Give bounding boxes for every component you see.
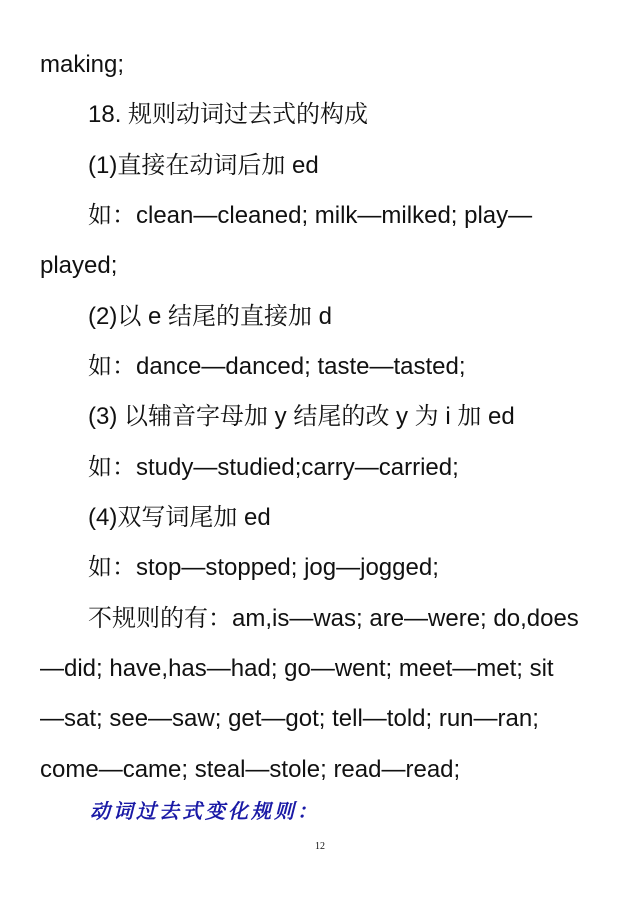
- irregular-verbs-line-2: —did; have,has—had; go—went; meet—met; sit: [40, 655, 554, 682]
- irregular-verbs-line-1: 不规则的有：am,is—was; are—were; do,does: [88, 605, 579, 632]
- rule-4-heading: (4)双写词尾加 ed: [88, 504, 271, 531]
- rule-1-example-cont: played;: [40, 252, 118, 279]
- subheading-past-tense-rules: 动词过去式变化规则：: [90, 799, 320, 823]
- rule-1-example: 如：clean—cleaned; milk—milked; play—: [88, 202, 533, 229]
- rule-4-example: 如：stop—stopped; jog—jogged;: [88, 554, 439, 581]
- section-heading-18: 18. 规则动词过去式的构成: [88, 101, 369, 128]
- rule-2-example: 如：dance—danced; taste—tasted;: [88, 353, 466, 380]
- rule-3-example: 如：study—studied;carry—carried;: [88, 454, 459, 481]
- irregular-verbs-line-3: —sat; see—saw; get—got; tell—told; run—ran;: [40, 705, 539, 732]
- rule-3-heading: (3) 以辅音字母加 y 结尾的改 y 为 i 加 ed: [88, 403, 515, 430]
- irregular-verbs-line-4: come—came; steal—stole; read—read;: [40, 756, 461, 783]
- page-number: 12: [315, 841, 325, 852]
- text-line-1: making;: [40, 51, 125, 78]
- rule-2-heading: (2)以 e 结尾的直接加 d: [88, 303, 333, 330]
- rule-1-heading: (1)直接在动词后加 ed: [88, 152, 319, 179]
